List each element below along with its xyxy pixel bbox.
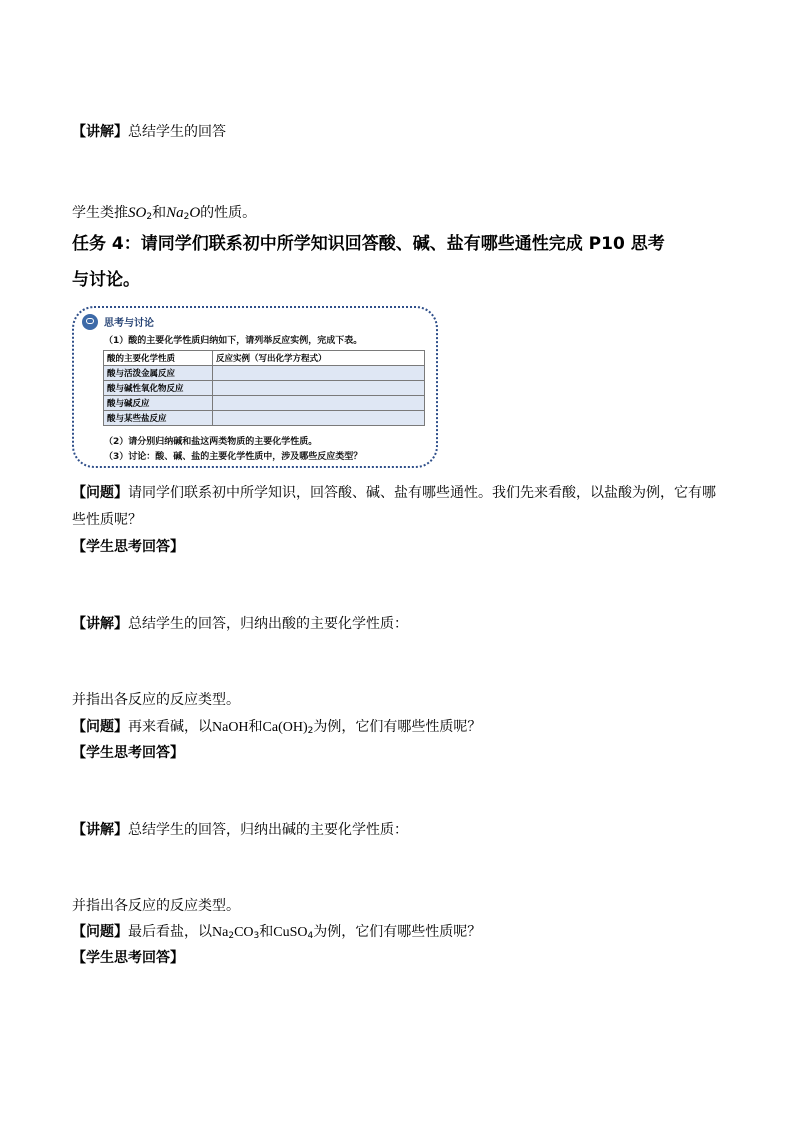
question-tag: 【问题】 bbox=[72, 719, 128, 735]
table-empty-cell bbox=[213, 396, 425, 411]
table-row bbox=[104, 396, 425, 411]
table-row bbox=[104, 381, 425, 396]
discussion-box bbox=[72, 306, 438, 468]
formula-caoh2-sub: 2 bbox=[307, 726, 314, 736]
question-tag: 【问题】 bbox=[72, 924, 128, 940]
student-answer-2: 【学生思考回答】 bbox=[72, 745, 184, 761]
reaction-type-note-2: 并指出各反应的反应类型。 bbox=[72, 898, 240, 914]
explanation-text: 总结学生的回答 bbox=[128, 124, 226, 140]
table-cell: 酸与碱反应 bbox=[104, 396, 213, 411]
discussion-item-3: （3）讨论：酸、碱、盐的主要化学性质中，涉及哪些反应类型？ bbox=[104, 452, 363, 462]
question-1-line1 bbox=[72, 483, 716, 503]
question-text: 最后看盐，以 bbox=[128, 924, 212, 940]
explanation-tag: 【讲解】 bbox=[72, 124, 128, 140]
table-empty-cell bbox=[213, 381, 425, 396]
question-and: 和 bbox=[259, 924, 274, 940]
discussion-item-2: （2）请分别归纳碱和盐这两类物质的主要化学性质。 bbox=[104, 437, 318, 447]
analogy-line bbox=[72, 203, 256, 223]
table-cell: 酸与碱性氧化物反应 bbox=[104, 381, 213, 396]
formula-na2co3-co: CO bbox=[234, 925, 254, 940]
formula-so2: SO bbox=[128, 205, 147, 221]
formula-na2o-na: Na bbox=[166, 205, 184, 221]
acid-properties-table bbox=[103, 350, 425, 426]
formula-naoh: NaOH bbox=[212, 720, 249, 735]
table-cell: 酸与某些盐反应 bbox=[104, 411, 213, 426]
table-header-cell: 反应实例（写出化学方程式） bbox=[213, 351, 425, 366]
formula-cuso4: CuSO bbox=[273, 925, 308, 940]
question-suffix: 为例，它们有哪些性质呢？ bbox=[313, 924, 482, 940]
formula-cuso4-sub: 4 bbox=[307, 931, 314, 941]
question-suffix: 为例，它们有哪些性质呢？ bbox=[313, 719, 482, 735]
formula-na2o-sub: 2 bbox=[183, 212, 190, 222]
question-tag: 【问题】 bbox=[72, 485, 128, 501]
student-answer-1: 【学生思考回答】 bbox=[72, 539, 184, 555]
task-heading-line1: 任务 4：请同学们联系初中所学知识回答酸、碱、盐有哪些通性完成 P10 思考 bbox=[72, 234, 665, 254]
question-1-line2: 些性质呢？ bbox=[72, 512, 142, 528]
explanation-text: 总结学生的回答，归纳出酸的主要化学性质： bbox=[128, 616, 408, 632]
student-answer-3: 【学生思考回答】 bbox=[72, 950, 184, 966]
discussion-title: 思考与讨论 bbox=[104, 318, 154, 329]
table-empty-cell bbox=[213, 366, 425, 381]
task-heading-line2: 与讨论。 bbox=[72, 270, 140, 290]
question-text: 请同学们联系初中所学知识，回答酸、碱、盐有哪些通性。我们先来看酸，以盐酸为例，它有哪 bbox=[128, 485, 716, 501]
table-header-row bbox=[104, 351, 425, 366]
explanation-3 bbox=[72, 820, 408, 840]
question-text: 再来看碱，以 bbox=[128, 719, 212, 735]
analogy-and: 和 bbox=[152, 205, 167, 221]
formula-caoh2: Ca(OH) bbox=[262, 720, 308, 735]
table-row bbox=[104, 411, 425, 426]
explanation-tag: 【讲解】 bbox=[72, 822, 128, 838]
discussion-icon bbox=[82, 314, 98, 330]
explanation-1 bbox=[72, 122, 226, 142]
reaction-type-note-1: 并指出各反应的反应类型。 bbox=[72, 692, 240, 708]
analogy-prefix: 学生类推 bbox=[72, 205, 128, 221]
formula-na2co3-sub1: 2 bbox=[228, 931, 235, 941]
question-2 bbox=[72, 717, 481, 738]
formula-na2co3-sub2: 3 bbox=[253, 931, 260, 941]
question-3 bbox=[72, 922, 481, 943]
table-empty-cell bbox=[213, 411, 425, 426]
explanation-2 bbox=[72, 614, 408, 634]
formula-so2-sub: 2 bbox=[146, 212, 153, 222]
discussion-intro: （1）酸的主要化学性质归纳如下，请列举反应实例，完成下表。 bbox=[104, 336, 363, 346]
explanation-text: 总结学生的回答，归纳出碱的主要化学性质： bbox=[128, 822, 408, 838]
explanation-tag: 【讲解】 bbox=[72, 616, 128, 632]
table-row bbox=[104, 366, 425, 381]
formula-na2co3-na: Na bbox=[212, 925, 229, 940]
formula-na2o-o: O bbox=[189, 205, 201, 221]
table-header-cell: 酸的主要化学性质 bbox=[104, 351, 213, 366]
question-and: 和 bbox=[248, 719, 263, 735]
analogy-suffix: 的性质。 bbox=[200, 205, 257, 221]
table-cell: 酸与活泼金属反应 bbox=[104, 366, 213, 381]
